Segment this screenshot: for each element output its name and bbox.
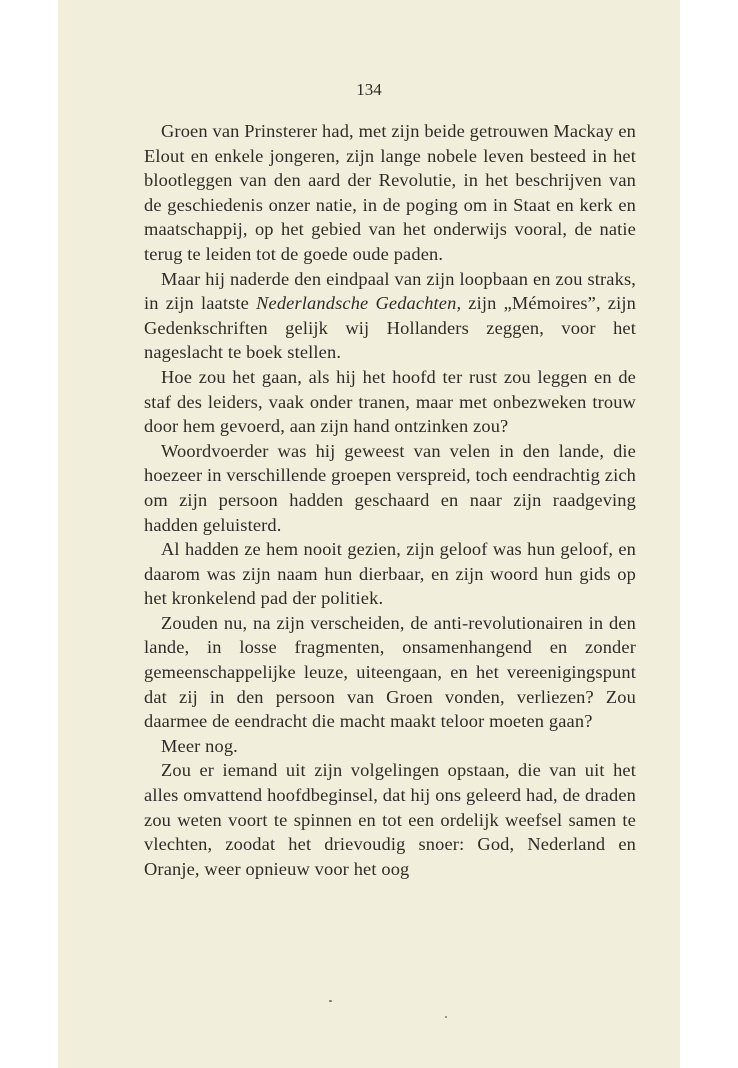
paragraph-text: Hoe zou het gaan, als hij het hoofd ter rust zou leggen en de staf des leiders, vaak onder tranen, maar met onbezweken trouw door hem gevoerd, aan zijn hand ontzinken zou? (144, 366, 636, 437)
body-text (144, 119, 636, 881)
paragraph-text: Maar hij naderde den eindpaal van zijn loopbaan en zou straks, in zijn laatste (144, 268, 636, 314)
paragraph-text: Groen van Prinsterer had, met zijn beide getrouwen Mackay en Elout en enkele jongeren, zijn lange nobele leven besteed in het blootleggen van den aard der Revolutie, in het beschrijven van de geschiedenis onzer natie, in de poging om in Staat en kerk en maatschappij, op het gebied van het onderwijs vooral, de natie terug te leiden tot de goede oude paden. (144, 121, 636, 264)
paragraph (144, 611, 636, 734)
paragraph (144, 758, 636, 881)
paragraph (144, 537, 636, 611)
paragraph-text: Al hadden ze hem nooit gezien, zijn geloof was hun geloof, en daarom was zijn naam hun dierbaar, en zijn woord hun gids op het kronkelend pad der politiek. (144, 539, 636, 609)
paragraph-text: Zou er iemand uit zijn volgelingen opstaan, die van uit het alles omvattend hoofdbeginsel, dat hij ons geleerd had, de draden zou weten voort te spinnen en tot een ordelijk weefsel samen te vlechten, zoodat het drievoudig snoer: God, Nederland en Oranje, weer opnieuw voor het oog (144, 760, 636, 879)
paragraph-text: Meer nog. (161, 735, 238, 756)
paragraph-text: Woordvoerder was hij geweest van velen in den lande, die hoezeer in verschillende groepen verspreid, toch eendrachtig zich om zijn persoon hadden geschaard en naar zijn raadgeving hadden geluisterd. (144, 440, 636, 535)
paragraph (144, 365, 636, 439)
paper-speck (445, 1016, 447, 1018)
paragraph (144, 267, 636, 365)
paragraph (144, 734, 636, 759)
paragraph-text: Zouden nu, na zijn verscheiden, de anti-revolutionairen in den lande, in losse fragmenten, onsamenhangend en zonder gemeenschappelijke leuze, uiteengaan, en het vereenigingspunt dat zij in den persoon van Groen vonden, verliezen? Zou daarmee de eendracht die macht maakt teloor moeten gaan? (144, 612, 636, 732)
paper-speck (329, 1000, 332, 1002)
page-number: 134 (356, 80, 382, 99)
book-title: Nederlandsche Gedachten, (256, 293, 462, 314)
book-page (58, 0, 680, 1068)
paragraph (144, 439, 636, 537)
paragraph-text: zijn „Mémoires”, zijn Gedenkschriften gelijk wij Hollanders zeggen, voor het nageslacht te boek stellen. (144, 293, 636, 363)
paragraph (144, 119, 636, 267)
